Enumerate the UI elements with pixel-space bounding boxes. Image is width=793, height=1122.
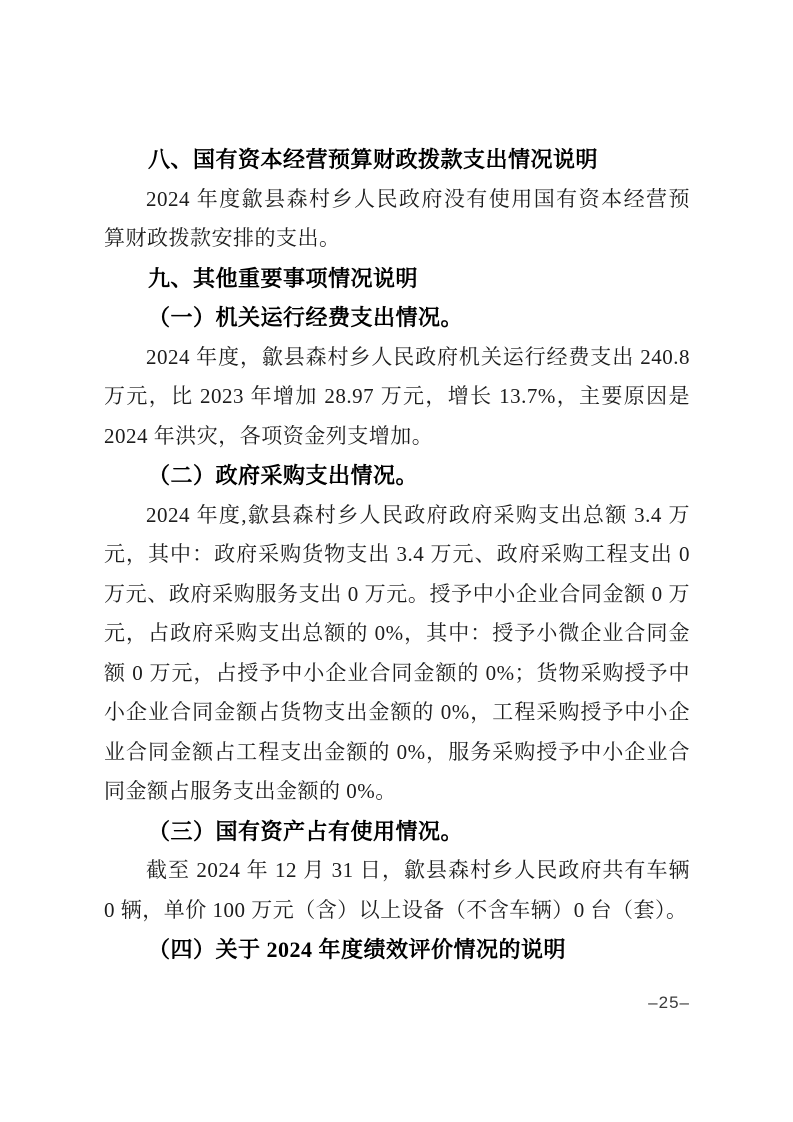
subsection-heading-procurement: （二）政府采购支出情况。 [148, 463, 419, 488]
paragraph-procurement-details: 2024 年度,歙县森村乡人民政府政府采购支出总额 3.4 万元，其中：政府采购货物支出 3.4 万元、政府采购工程支出 0 万元、政府采购服务支出 0 万元。授予中小企业合同金额 0 万元，占政府采购支出总额的 0%，其中：授予小微企业合同金额 0 万元，占授予中小企业合同金额的 0%；货物采购授予中小企业合同金额占货物支出金额的 0%，工程采购授予中小企业合同金额占工程支出金额的 0%，服务采购授予中小企业合同金额占服务支出金额的 0%。 [104, 502, 690, 803]
subsection-heading-state-assets: （三）国有资产占有使用情况。 [148, 818, 464, 844]
paragraph-operating-expenses: 2024 年度，歙县森村乡人民政府机关运行经费支出 240.8 万元，比 2023 年增加 28.97 万元，增长 13.7%，主要原因是 2024 年洪灾，各项资金列支增加。 [104, 344, 690, 448]
subsection-heading-performance-evaluation: （四）关于 2024 年度绩效评价情况的说明 [148, 937, 567, 962]
document-content [104, 140, 690, 970]
page-number: –25– [648, 993, 690, 1012]
paragraph-state-assets: 截至 2024 年 12 月 31 日，歙县森村乡人民政府共有车辆 0 辆，单价 100 万元（含）以上设备（不含车辆）0 台（套）。 [104, 858, 690, 922]
section-heading-other-matters: 九、其他重要事项情况说明 [148, 265, 419, 291]
subsection-heading-operating-expenses: （一）机关运行经费支出情况。 [148, 305, 464, 330]
section-heading-soe-budget: 八、国有资本经营预算财政拨款支出情况说明 [148, 147, 599, 172]
paragraph-soe-budget-statement: 2024 年度歙县森村乡人民政府没有使用国有资本经营预算财政拨款安排的支出。 [104, 186, 690, 250]
